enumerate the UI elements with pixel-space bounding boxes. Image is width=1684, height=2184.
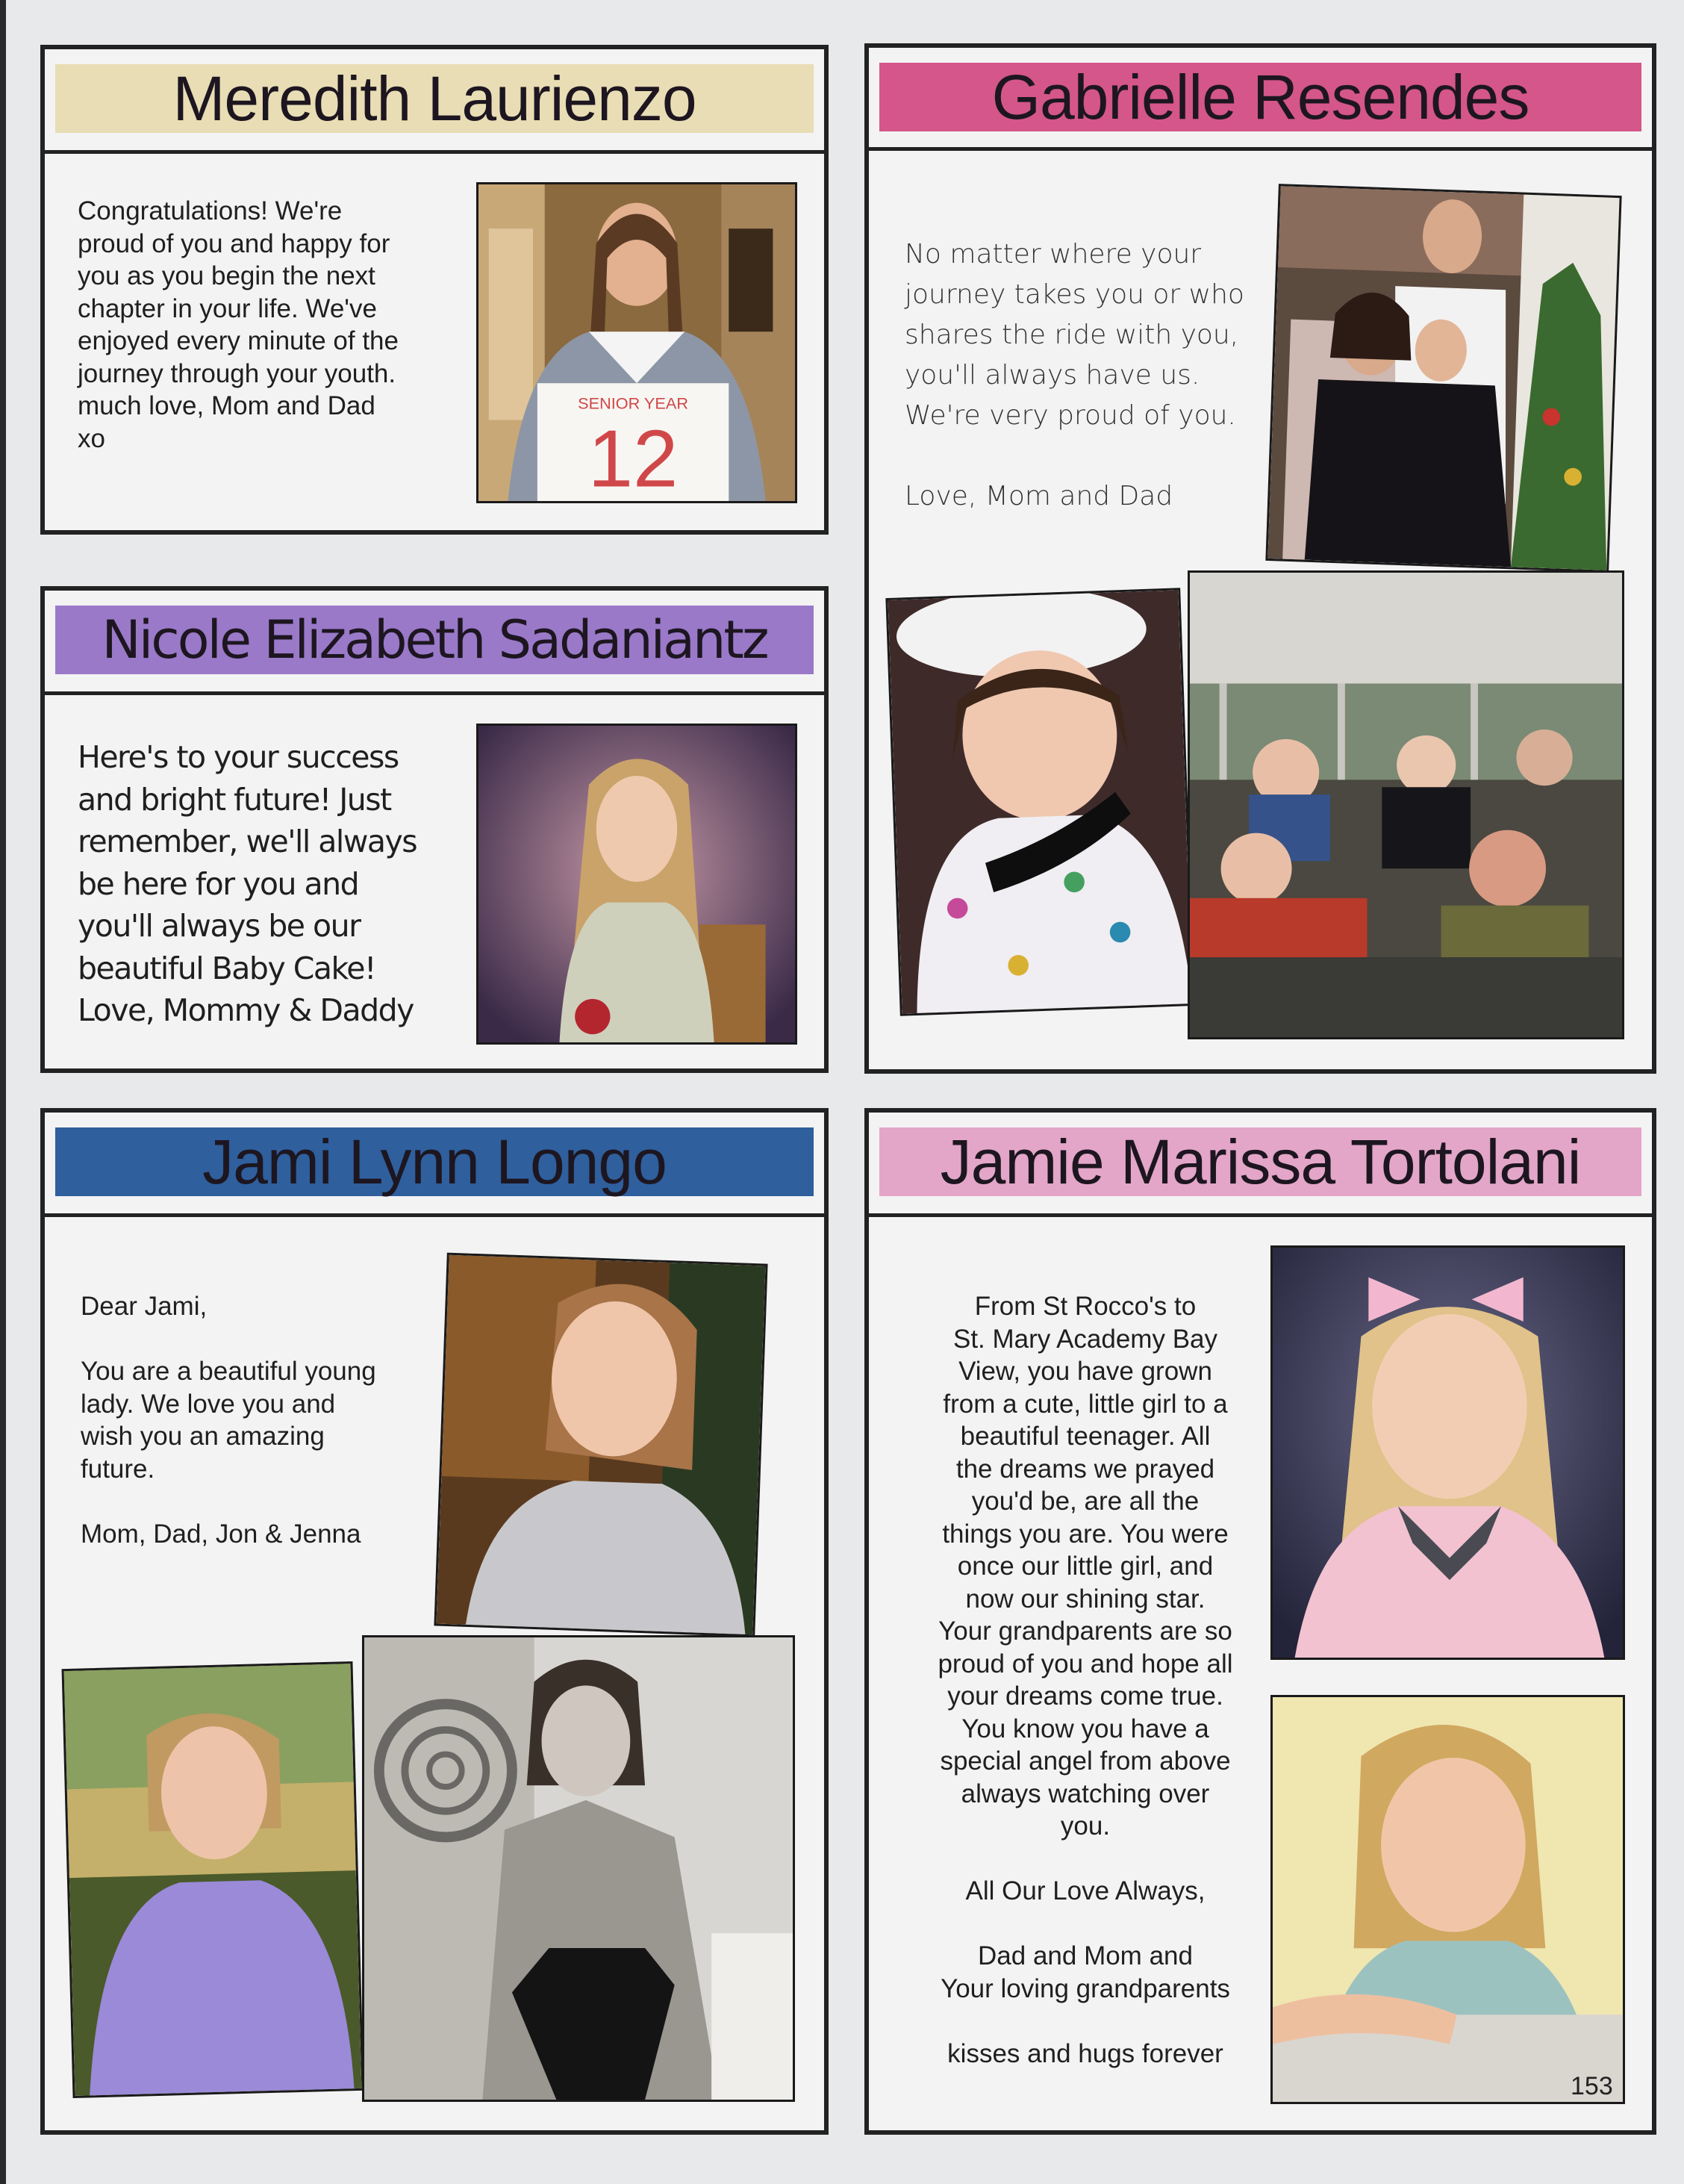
gabrielle-name: Gabrielle Resendes [991,61,1529,132]
meredith-message: Congratulations! We're proud of you and happy for you as you begin the next chapter in your life. We've enjoyed every minute of the journey through your youth. much love, Mom and Dad xo [78,196,399,453]
jamie-ad-box [864,1108,1656,2135]
gabrielle-name-banner [879,63,1641,131]
gabrielle-bus-photo [1188,570,1624,1039]
page-binding-edge [0,0,6,2184]
nicole-divider [45,691,824,695]
jamie-child-photo [1270,1245,1625,1660]
gabrielle-family-photo [1265,184,1621,573]
jami-name: Jami Lynn Longo [202,1126,667,1197]
nicole-photo [476,724,797,1045]
jami-portrait-photo [434,1253,767,1637]
jamie-divider [869,1213,1652,1217]
meredith-name: Meredith Laurienzo [172,63,696,134]
jami-name-banner [55,1127,814,1196]
gabrielle-divider [869,147,1652,151]
meredith-name-banner [55,64,814,133]
gabrielle-message: No matter where your journey takes you or who shares the ride with you, you'll always have us. We're very proud of you. Love, Mom and Dad [905,239,1244,511]
gabrielle-ad-box [864,43,1656,1074]
jamie-name-banner [879,1127,1641,1196]
jamie-message: From St Rocco's to St. Mary Academy Bay View, you have grown from a cute, little girl to a beautiful teenager. All the dreams we prayed you'd be, are all the things you are. You were once our little girl, and now our shining star. Your grandparents are so proud of you and hope all your dreams come true. You know you have a special angel from above always watching over you. All Our Love Always, Dad and Mom and Your loving grandparents kisses and hugs forever [938,1292,1233,2068]
meredith-divider [45,150,824,154]
jamie-teen-photo [1270,1695,1625,2104]
jami-ad-box [40,1108,829,2135]
nicole-ad-box [40,586,829,1073]
gabrielle-toddler-photo [885,588,1194,1015]
jami-divider [45,1213,824,1217]
jami-outdoor-photo [62,1661,364,2098]
page-number: 153 [1571,2072,1613,2100]
meredith-sign-top: SENIOR YEAR [578,393,688,413]
meredith-photo [476,182,797,503]
jami-sculpture-photo [362,1635,795,2102]
meredith-ad-box [40,45,829,535]
nicole-name-banner [55,606,814,674]
nicole-message: Here's to your success and bright future! Just remember, we'll always be here for you and you'll always be our beautiful Baby Cake! Love, Mommy & Daddy [78,739,417,1028]
jamie-name: Jamie Marissa Tortolani [940,1126,1581,1197]
meredith-sign-number: 12 [587,413,679,501]
jami-message: Dear Jami, You are a beautiful young lady. We love you and wish you an amazing future. Mom, Dad, Jon & Jenna [81,1292,376,1549]
nicole-name: Nicole Elizabeth Sadaniantz [102,609,767,671]
